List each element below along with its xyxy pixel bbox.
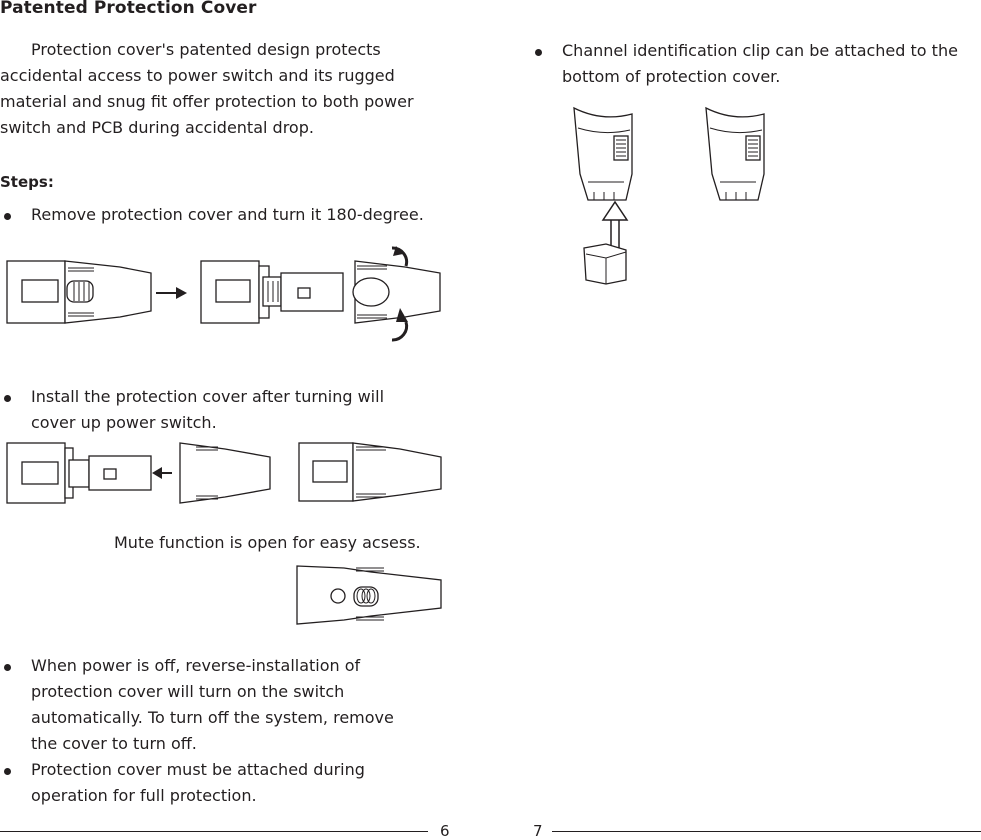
steps-heading: Steps: [0, 173, 54, 191]
figure-install-cover [0, 437, 450, 507]
bullet-line: Channel identification clip can be attached to the [562, 41, 958, 60]
bullet-line: Install the protection cover after turning will [31, 387, 385, 406]
protection-cover-illustration [180, 443, 270, 503]
channel-clip-illustration [584, 244, 626, 284]
cover-with-clip-illustration [706, 108, 764, 200]
bullet-line: bottom of protection cover. [562, 67, 781, 86]
bullet-line: Protection cover must be attached during [31, 760, 365, 779]
mute-button-icon [331, 589, 345, 603]
bullet-line: the cover to turn off. [31, 734, 197, 753]
bullet-dot-icon [4, 768, 11, 775]
arrow-right-icon [156, 287, 187, 299]
bullet-item [535, 38, 981, 92]
device-without-cover-illustration [7, 443, 151, 503]
intro-paragraph [0, 37, 456, 141]
bullet-line: protection cover will turn on the switch [31, 682, 345, 701]
intro-line: Protection cover's patented design protects [31, 40, 381, 59]
device-without-cover-illustration [201, 261, 343, 323]
arrow-left-icon [152, 467, 172, 479]
bullet-item [4, 384, 464, 440]
intro-line: switch and PCB during accidental drop. [0, 118, 314, 137]
mute-caption: Mute function is open for easy acsess. [114, 533, 421, 552]
bullet-line: cover up power switch. [31, 413, 217, 432]
bullet-dot-icon [4, 395, 11, 402]
intro-line: accidental access to power switch and its rugged [0, 66, 395, 85]
bullet-line: Remove protection cover and turn it 180-degree. [31, 205, 424, 224]
page-number-left: 6 [440, 822, 450, 840]
bullet-line: When power is off, reverse-installation of [31, 656, 361, 675]
footer-rule-right [552, 831, 981, 832]
bullet-dot-icon [4, 213, 11, 220]
bullet-item [4, 653, 464, 757]
intro-line: material and snug fit offer protection to both power [0, 92, 414, 111]
figure-clip-attach [570, 100, 770, 290]
figure-remove-rotate [0, 240, 450, 350]
page-title: Patented Protection Cover [0, 0, 257, 18]
bullet-line: operation for full protection. [31, 786, 257, 805]
bullet-item [4, 202, 464, 232]
page-number-right: 7 [533, 822, 543, 840]
bullet-dot-icon [4, 664, 11, 671]
device-with-cover-installed-illustration [299, 443, 441, 501]
bullet-dot-icon [535, 49, 542, 56]
cover-bottom-illustration [574, 108, 632, 200]
cover-rotate-illustration [353, 246, 440, 340]
footer-rule-left [0, 831, 428, 832]
bullet-line: automatically. To turn off the system, remove [31, 708, 394, 727]
bullet-item [4, 757, 464, 811]
device-with-cover-illustration [7, 261, 151, 323]
figure-mute-open [296, 558, 446, 630]
